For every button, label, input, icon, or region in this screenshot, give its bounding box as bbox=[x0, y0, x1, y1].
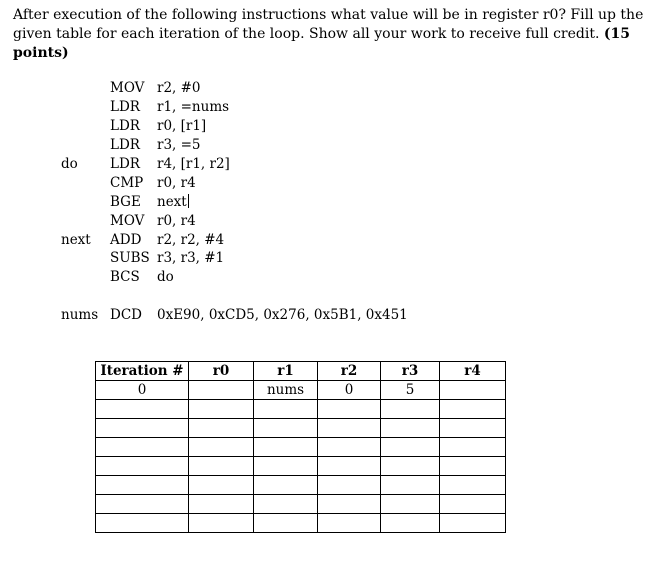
table-cell[interactable] bbox=[189, 514, 254, 533]
table-cell[interactable] bbox=[440, 476, 506, 495]
table-row bbox=[96, 381, 506, 400]
table-cell[interactable] bbox=[254, 495, 318, 514]
code-opcode: LDR bbox=[110, 118, 140, 134]
code-operands: r4, [r1, r2] bbox=[157, 156, 230, 172]
table-cell[interactable] bbox=[254, 457, 318, 476]
code-opcode: MOV bbox=[110, 213, 145, 229]
code-opcode: BCS bbox=[110, 269, 140, 285]
table-row bbox=[96, 457, 506, 476]
code-opcode: LDR bbox=[110, 156, 140, 172]
table-cell[interactable] bbox=[318, 419, 381, 438]
question-text bbox=[13, 6, 653, 63]
question-body: After execution of the following instructions what value will be in register r0? Fill up the given table for each iteration of the loop. Show all your work to receive full credit. bbox=[13, 7, 644, 42]
column-header: Iteration # bbox=[96, 362, 189, 381]
table-cell[interactable] bbox=[189, 476, 254, 495]
table-cell[interactable] bbox=[254, 400, 318, 419]
table-row bbox=[96, 476, 506, 495]
table-cell[interactable] bbox=[381, 495, 440, 514]
table-cell[interactable] bbox=[189, 495, 254, 514]
code-opcode: DCD bbox=[110, 307, 142, 323]
table-cell[interactable] bbox=[381, 419, 440, 438]
table-cell[interactable] bbox=[189, 419, 254, 438]
code-opcode: LDR bbox=[110, 99, 140, 115]
table-header-row bbox=[96, 362, 506, 381]
table-cell[interactable] bbox=[381, 438, 440, 457]
table-cell[interactable] bbox=[96, 495, 189, 514]
code-operands: r3, =5 bbox=[157, 137, 201, 153]
table-cell[interactable] bbox=[96, 400, 189, 419]
column-header: r3 bbox=[381, 362, 440, 381]
code-operands: r3, r3, #1 bbox=[157, 250, 225, 266]
table-cell[interactable] bbox=[440, 457, 506, 476]
code-operands: r0, r4 bbox=[157, 175, 196, 191]
table-cell[interactable]: 0 bbox=[318, 381, 381, 400]
table-cell[interactable] bbox=[381, 400, 440, 419]
table-cell[interactable]: nums bbox=[254, 381, 318, 400]
table-cell[interactable] bbox=[318, 457, 381, 476]
code-operands: do bbox=[157, 269, 174, 285]
table-row bbox=[96, 419, 506, 438]
text-cursor bbox=[188, 194, 189, 208]
code-operands: r1, =nums bbox=[157, 99, 230, 115]
table-cell[interactable]: 0 bbox=[96, 381, 189, 400]
table-cell[interactable] bbox=[189, 381, 254, 400]
table-cell[interactable] bbox=[318, 476, 381, 495]
table-cell[interactable]: 5 bbox=[381, 381, 440, 400]
table-cell[interactable] bbox=[318, 400, 381, 419]
code-opcode: ADD bbox=[110, 232, 142, 248]
table-cell[interactable] bbox=[440, 381, 506, 400]
table-row bbox=[96, 400, 506, 419]
column-header: r0 bbox=[189, 362, 254, 381]
table-cell[interactable] bbox=[96, 514, 189, 533]
table-cell[interactable] bbox=[254, 476, 318, 495]
table-cell[interactable] bbox=[189, 400, 254, 419]
table-row bbox=[96, 514, 506, 533]
table-cell[interactable] bbox=[381, 457, 440, 476]
code-operands: r2, r2, #4 bbox=[157, 232, 225, 248]
table-cell[interactable] bbox=[254, 514, 318, 533]
iteration-table bbox=[95, 361, 506, 533]
code-operands-text: next bbox=[157, 194, 187, 210]
table-cell[interactable] bbox=[381, 514, 440, 533]
code-opcode: SUBS bbox=[110, 250, 150, 266]
code-opcode: MOV bbox=[110, 80, 145, 96]
code-operands: r0, [r1] bbox=[157, 118, 207, 134]
column-header: r2 bbox=[318, 362, 381, 381]
table-cell[interactable] bbox=[440, 514, 506, 533]
table-row bbox=[96, 495, 506, 514]
code-operands: 0xE90, 0xCD5, 0x276, 0x5B1, 0x451 bbox=[157, 307, 408, 323]
table-cell[interactable] bbox=[96, 438, 189, 457]
table-cell[interactable] bbox=[440, 495, 506, 514]
table-cell[interactable] bbox=[318, 495, 381, 514]
table-cell[interactable] bbox=[254, 438, 318, 457]
table-cell[interactable] bbox=[381, 476, 440, 495]
table-cell[interactable] bbox=[440, 400, 506, 419]
code-opcode: BGE bbox=[110, 194, 141, 210]
table-cell[interactable] bbox=[440, 419, 506, 438]
table-cell[interactable] bbox=[318, 514, 381, 533]
code-label: nums bbox=[61, 307, 99, 323]
table-row bbox=[96, 438, 506, 457]
table-cell[interactable] bbox=[96, 419, 189, 438]
table-cell[interactable] bbox=[189, 457, 254, 476]
table-cell[interactable] bbox=[254, 419, 318, 438]
column-header: r4 bbox=[440, 362, 506, 381]
code-opcode: LDR bbox=[110, 137, 140, 153]
code-label: do bbox=[61, 156, 78, 172]
code-operands[interactable] bbox=[157, 193, 189, 212]
table-cell[interactable] bbox=[96, 476, 189, 495]
code-operands: r0, r4 bbox=[157, 213, 196, 229]
code-operands: r2, #0 bbox=[157, 80, 201, 96]
code-label: next bbox=[61, 232, 91, 248]
table-cell[interactable] bbox=[189, 438, 254, 457]
points-label: (15 points) bbox=[13, 26, 630, 61]
table-cell[interactable] bbox=[96, 457, 189, 476]
code-opcode: CMP bbox=[110, 175, 144, 191]
column-header: r1 bbox=[254, 362, 318, 381]
table-cell[interactable] bbox=[318, 438, 381, 457]
table-cell[interactable] bbox=[440, 438, 506, 457]
